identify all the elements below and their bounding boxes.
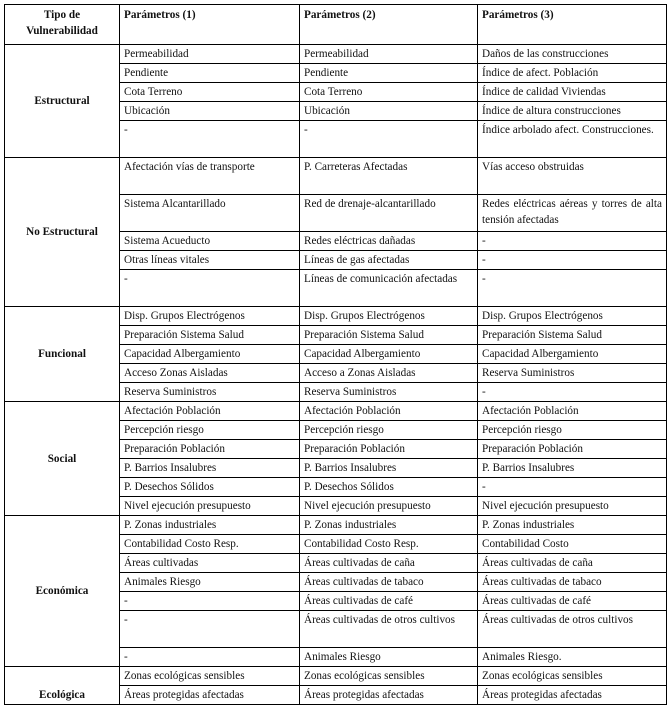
cell-p2: Percepción riesgo	[300, 421, 478, 440]
cell-p1: Reserva Suministros	[120, 383, 300, 402]
cell-p1: -	[120, 121, 300, 158]
header-tipo-line-2: Vulnerabilidad	[26, 25, 98, 37]
cell-p1: Preparación Población	[120, 440, 300, 459]
table-row	[5, 45, 667, 64]
cell-p3: Reserva Suministros	[478, 364, 667, 383]
table-row	[5, 402, 667, 421]
cell-p3: Preparación Sistema Salud	[478, 326, 667, 345]
cell-p1: P. Barrios Insalubres	[120, 459, 300, 478]
cell-p2: Cota Terreno	[300, 83, 478, 102]
vulnerability-table	[4, 4, 667, 705]
cell-p2: Áreas cultivadas de tabaco	[300, 573, 478, 592]
cell-p2: Nivel ejecución presupuesto	[300, 497, 478, 516]
category-funcional: Funcional	[5, 307, 120, 402]
cell-p3: Áreas cultivadas de tabaco	[478, 573, 667, 592]
category-ecologica: Ecológica	[5, 667, 120, 705]
cell-p2: Acceso a Zonas Aisladas	[300, 364, 478, 383]
cell-p3: Áreas cultivadas de caña	[478, 554, 667, 573]
cell-p3: Índice arbolado afect. Construcciones.	[478, 121, 667, 158]
cell-p1: Zonas ecológicas sensibles	[120, 667, 300, 686]
cell-p2: Contabilidad Costo Resp.	[300, 535, 478, 554]
cell-p2: Afectación Población	[300, 402, 478, 421]
cell-p3: Animales Riesgo.	[478, 648, 667, 667]
cell-p1: Afectación Población	[120, 402, 300, 421]
cell-p3: -	[478, 270, 667, 307]
header-tipo-vulnerabilidad	[5, 5, 120, 45]
cell-p1: Acceso Zonas Aisladas	[120, 364, 300, 383]
cell-p2: Reserva Suministros	[300, 383, 478, 402]
cell-p2: Áreas cultivadas de caña	[300, 554, 478, 573]
cell-p3: -	[478, 478, 667, 497]
cell-p1: -	[120, 611, 300, 648]
cell-p2: Áreas cultivadas de café	[300, 592, 478, 611]
header-row	[5, 5, 667, 45]
cell-p2: Ubicación	[300, 102, 478, 121]
cell-p1: Otras líneas vitales	[120, 251, 300, 270]
cell-p2: P. Zonas industriales	[300, 516, 478, 535]
header-tipo-line-1: Tipo de	[43, 9, 81, 21]
cell-p1: Capacidad Albergamiento	[120, 345, 300, 364]
cell-p3: Preparación Población	[478, 440, 667, 459]
cell-p1: Permeabilidad	[120, 45, 300, 64]
cell-p3: Contabilidad Costo	[478, 535, 667, 554]
cell-p1: -	[120, 648, 300, 667]
cell-p1: Ubicación	[120, 102, 300, 121]
cell-p1: Nivel ejecución presupuesto	[120, 497, 300, 516]
cell-p3: Disp. Grupos Electrógenos	[478, 307, 667, 326]
cell-p2: Preparación Sistema Salud	[300, 326, 478, 345]
cell-p3: Daños de las construcciones	[478, 45, 667, 64]
cell-p1: Sistema Acueducto	[120, 232, 300, 251]
cell-p3: Redes eléctricas aéreas y torres de alta tensión afectadas	[478, 195, 667, 232]
cell-p2: Permeabilidad	[300, 45, 478, 64]
cell-p1: Áreas cultivadas	[120, 554, 300, 573]
cell-p1: Pendiente	[120, 64, 300, 83]
cell-p1: -	[120, 592, 300, 611]
cell-p3: P. Barrios Insalubres	[478, 459, 667, 478]
category-economica: Económica	[5, 516, 120, 667]
cell-p2: P. Barrios Insalubres	[300, 459, 478, 478]
cell-p1: Áreas protegidas afectadas	[120, 686, 300, 705]
header-parametros-2: Parámetros (2)	[300, 5, 478, 45]
cell-p3: Áreas protegidas afectadas	[478, 686, 667, 705]
header-parametros-1: Parámetros (1)	[120, 5, 300, 45]
cell-p2: Pendiente	[300, 64, 478, 83]
cell-p3: Áreas cultivadas de otros cultivos	[478, 611, 667, 648]
cell-p1: Preparación Sistema Salud	[120, 326, 300, 345]
table-row	[5, 516, 667, 535]
cell-p1: Cota Terreno	[120, 83, 300, 102]
cell-p3: Afectación Población	[478, 402, 667, 421]
cell-p1: Animales Riesgo	[120, 573, 300, 592]
cell-p2: Líneas de comunicación afectadas	[300, 270, 478, 307]
table-row	[5, 158, 667, 195]
cell-p2: -	[300, 121, 478, 158]
cell-p2: P. Desechos Sólidos	[300, 478, 478, 497]
cell-p1: Afectación vías de transporte	[120, 158, 300, 195]
cell-p2: Zonas ecológicas sensibles	[300, 667, 478, 686]
cell-p1: Contabilidad Costo Resp.	[120, 535, 300, 554]
cell-p2: P. Carreteras Afectadas	[300, 158, 478, 195]
header-parametros-3: Parámetros (3)	[478, 5, 667, 45]
table-row	[5, 307, 667, 326]
cell-p2: Capacidad Albergamiento	[300, 345, 478, 364]
cell-p2: Disp. Grupos Electrógenos	[300, 307, 478, 326]
cell-p2: Preparación Población	[300, 440, 478, 459]
cell-p3: Áreas cultivadas de café	[478, 592, 667, 611]
cell-p2: Áreas cultivadas de otros cultivos	[300, 611, 478, 648]
cell-p1: P. Desechos Sólidos	[120, 478, 300, 497]
cell-p3: Vías acceso obstruidas	[478, 158, 667, 195]
category-estructural: Estructural	[5, 45, 120, 158]
cell-p3: Índice de calidad Viviendas	[478, 83, 667, 102]
cell-p3: -	[478, 232, 667, 251]
cell-p1: P. Zonas industriales	[120, 516, 300, 535]
cell-p3: Percepción riesgo	[478, 421, 667, 440]
table-row	[5, 667, 667, 686]
cell-p1: -	[120, 270, 300, 307]
cell-p1: Percepción riesgo	[120, 421, 300, 440]
cell-p2: Líneas de gas afectadas	[300, 251, 478, 270]
category-no-estructural: No Estructural	[5, 158, 120, 307]
cell-p2: Áreas protegidas afectadas	[300, 686, 478, 705]
cell-p1: Disp. Grupos Electrógenos	[120, 307, 300, 326]
cell-p3: -	[478, 251, 667, 270]
cell-p1: Sistema Alcantarillado	[120, 195, 300, 232]
cell-p3: Índice de afect. Población	[478, 64, 667, 83]
cell-p3: Nivel ejecución presupuesto	[478, 497, 667, 516]
cell-p3: Índice de altura construcciones	[478, 102, 667, 121]
cell-p2: Animales Riesgo	[300, 648, 478, 667]
cell-p3: Zonas ecológicas sensibles	[478, 667, 667, 686]
cell-p3: P. Zonas industriales	[478, 516, 667, 535]
cell-p3: Capacidad Albergamiento	[478, 345, 667, 364]
cell-p2: Redes eléctricas dañadas	[300, 232, 478, 251]
cell-p3: -	[478, 383, 667, 402]
category-social: Social	[5, 402, 120, 516]
cell-p2: Red de drenaje-alcantarillado	[300, 195, 478, 232]
